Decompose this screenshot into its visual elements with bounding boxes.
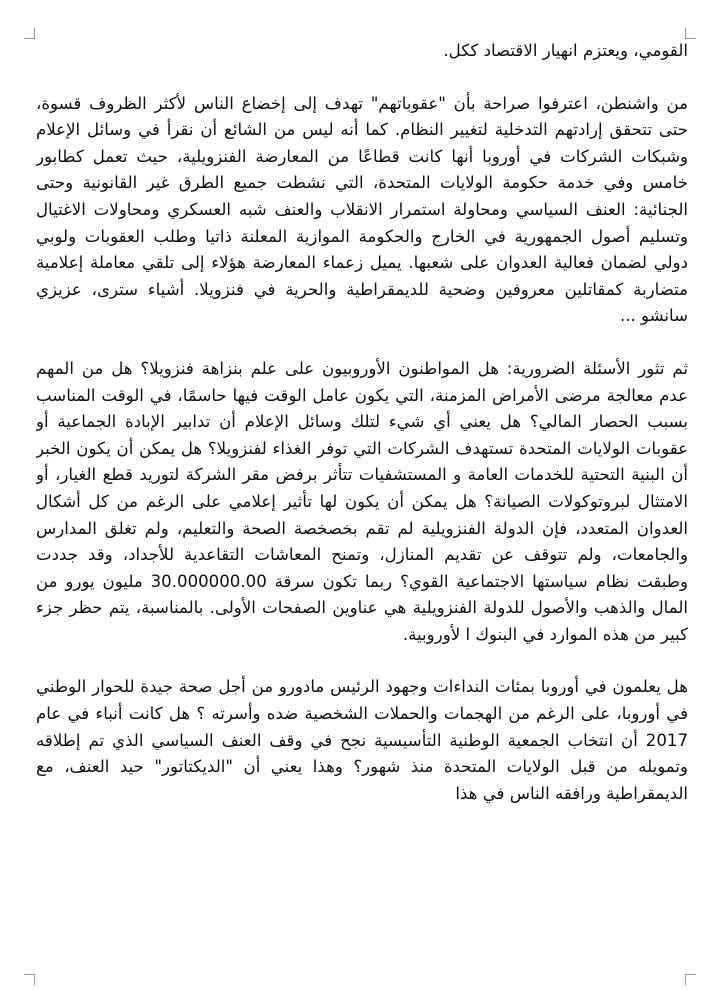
paragraph-4: هل يعلمون في أوروبا بمئات النداءات وجهود الرئيس مادورو من أجل صحة جيدة للحوار الوطني في أوروبا، على الرغم من الهجمات والحملات الشخصية ضده وأسرته ؟ هل كانت أنباء في عام 2017 أن انتخاب الجمعية الوطنية التأسيسية نجح في وقف العنف السياسي الذي تم إطلاقه وتمويله من قبل الولايات المتحدة منذ شهور؟ وهذا يعني أن "الديكتاتور" حيد العنف، مع الديمقراطية ورافقه الناس في هذا [36,677,688,803]
document-body [36,38,688,981]
paragraph-2: من واشنطن، اعترفوا صراحة بأن "عقوباتهم" تهدف إلى إخضاع الناس لأكثر الظروف قسوة، حتى تتحقق إرادتهم التدخلية لتغيير النظام. كما أنه ليس من الشائع أن نقرأ في وسائل الإعلام وشبكات الشركات في أوروبا أنها كانت قطاعًا من المعارضة الفنزويلية، حيث تعمل كطابور خامس وفي خدمة حكومة الولايات المتحدة، التي نشطت جميع الطرق غير القانونية وحتى الجنائية: العنف السياسي ومحاولة استمرار الانقلاب والعنف شبه العسكري ومحاولات الاغتيال وتسليم أصول الجمهورية في الخارج والحكومة الموازية المعلنة ذاتيا وطلب العقوبات ولوبي دولي لضمان فعالية العدوان على شعبها. يميل زعماء المعارضة هؤلاء إلى تلقي معاملة إعلامية متضاربة كمقاتلين معروفين وضحية للديمقراطية والحرية في فنزويلا. أشياء سترى، عزيزي سانشو ... [36,93,688,326]
crop-mark-bottom-left [24,974,35,985]
crop-mark-top-left [24,28,35,39]
paragraph-3: ثم تثور الأسئلة الضرورية: هل المواطنون الأوروبيون على علم بنزاهة فنزويلا؟ هل من المهم عدم معالجة مرضى الأمراض المزمنة، التي يكون عامل الوقت فيها حاسمًا، في الوقت المناسب بسبب الحصار المالي؟ هل يعني أي شيء لتلك وسائل الإعلام أن تدابير الإبادة الجماعية أو عقوبات الولايات المتحدة تستهدف الشركات التي توفر الغذاء لفنزويلا؟ هل يمكن أن يكون الخبر أن البنية التحتية للخدمات العامة و المستشفيات تتأثر برفض مقر الشركة لتوريد قطع الغيار، أو الامتثال لبروتوكولات الصيانة؟ هل يمكن أن يكون لها تأثير إعلامي على الرغم من كل أشكال العدوان المتعدد، فإن الدولة الفنزويلية لم تقم بخصخصة الصحة والتعليم، ولم تغلق المدارس والجامعات، ولم تتوقف عن تقديم المنازل، وتمنح المعاشات التقاعدية للأجداد، وقد جددت وطبقت نظام سياستها الاجتماعية القوي؟ ربما تكون سرقة 30.000000.00 مليون يورو من المال والذهب والأصول للدولة الفنزويلية هي عناوين الصفحات الأولى. بالمناسبة، يتم حظر جزء كبير من هذه الموارد في البنوك ا لأوروبية. [36,358,688,644]
paragraph-1: القومي، ويعتزم انهيار الاقتصاد ككل. [443,41,688,60]
